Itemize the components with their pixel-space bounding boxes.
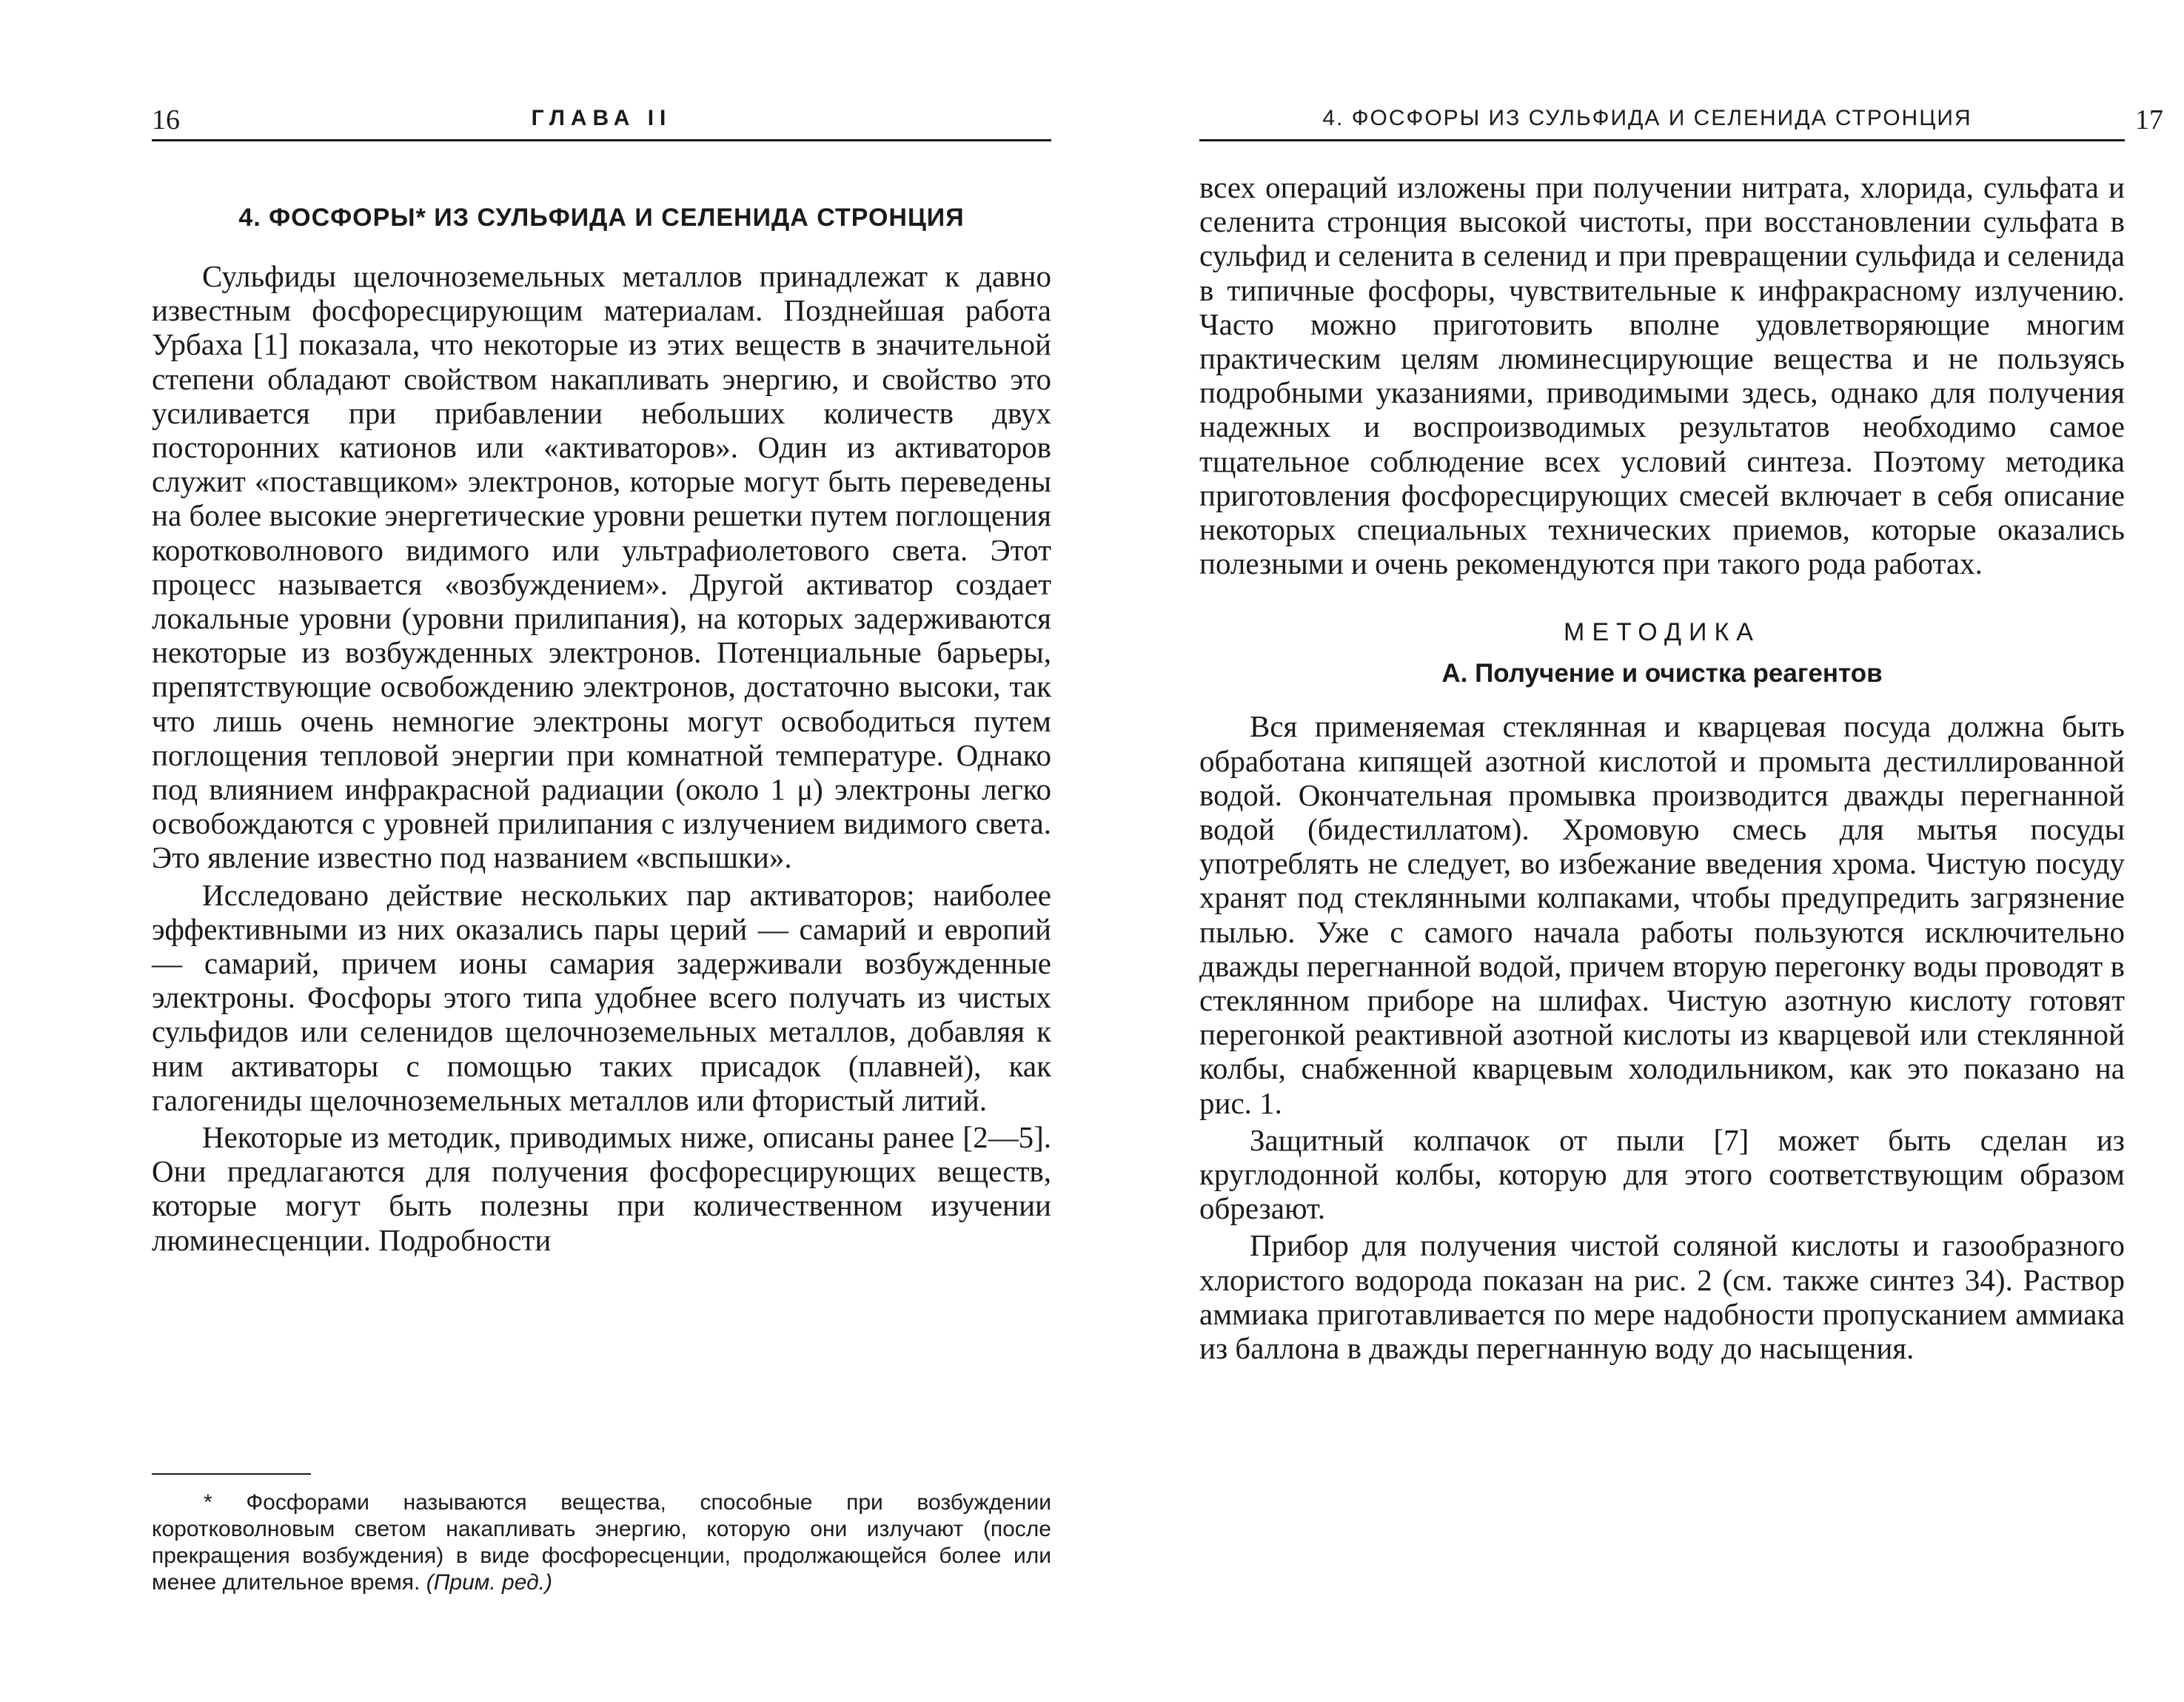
left-running-head <box>152 104 1051 141</box>
right-paragraph-3: Прибор для получения чистой соляной кислоты и газообразного хлористого водорода показан на рис. 2 (см. также синтез 34). Раствор аммиака приготавливается по мере надобности пропусканием аммиака из баллона в дважды перегнанную воду до насыщения. <box>1199 1228 2125 1366</box>
right-intro-paragraph: всех операций изложены при получении нитрата, хлорида, сульфата и селенита стронция высокой чистоты, при восстановлении сульфата в сульфид и селенита в селенид и при превращении сульфида и селенида в типичные фосфоры, чувствительные к инфракрасному излучению. Часто можно приготовить вполне удовлетворяющие многим практическим целям люминесцирующие вещества и не пользуясь подробными указаниями, приводимыми здесь, однако для получения надежных и воспроизводимых результатов необходимо самое тщательное соблюдение всех условий синтеза. Поэтому методика приготовления фосфоресцирующих смесей включает в себя описание некоторых специальных технических приемов, которые оказались полезными и очень рекомендуются при такого рода работах. <box>1199 170 2125 581</box>
section-title: 4. ФОСФОРЫ* ИЗ СУЛЬФИДА И СЕЛЕНИДА СТРОНЦИЯ <box>238 204 965 232</box>
left-page-number: 16 <box>152 104 180 135</box>
right-text-block <box>1199 170 2125 1365</box>
footnote-editor-note: (Прим. ред.) <box>426 1570 552 1595</box>
footnote <box>152 1490 1051 1596</box>
sub-heading: А. Получение и очистка реагентов <box>1441 659 1883 688</box>
right-page-number: 17 <box>2135 104 2163 135</box>
footnote-marker: * <box>204 1490 212 1515</box>
right-paragraph-1: Вся применяемая стеклянная и кварцевая посуда должна быть обработана кипящей азотной кислотой и промыта дестиллированной водой. Окончательная промывка производится дважды перегнанной водой (бидестиллатом). Хромовую смесь для мытья посуды употреблять не следует, во избежание введения хрома. Чистую посуду хранят под стеклянными колпаками, чтобы предупредить загрязнение пылью. Уже с самого начала работы пользуются исключительно дважды перегнанной водой, причем вторую перегонку воды проводят в стеклянном приборе на шлифах. Чистую азотную кислоту готовят перегонкой реактивной азотной кислоты из кварцевой или стеклянной колбы, снабженной кварцевым холодильником, как это показано на рис. 1. <box>1199 709 2125 1120</box>
left-paragraph-2: Исследовано действие нескольких пар активаторов; наиболее эффективными из них оказались пары церий — самарий и европий — самарий, причем ионы самария задерживали возбужденные электроны. Фосфоры этого типа удобнее всего получать из чистых сульфидов или селенидов щелочноземельных металлов, добавляя к ним активаторы с помощью таких присадок (плавней), как галогениды щелочноземельных металлов или фтористый литий. <box>152 877 1051 1117</box>
right-running-head <box>1199 104 2163 141</box>
right-paragraph-2: Защитный колпачок от пыли [7] может быть сделан из круглодонной колбы, которую для этого соответствующим образом обрезают. <box>1199 1122 2125 1226</box>
left-paragraph-3: Некоторые из методик, приводимых ниже, описаны ранее [2—5]. Они предлагаются для получения фосфоресцирующих веществ, которые могут быть полезны при количественном изучении люминесценции. Подробности <box>152 1120 1051 1257</box>
footnote-divider <box>152 1473 311 1475</box>
footnote-text: Фосфорами называются вещества, способные при возбуждении коротковолновым светом накапливать энергию, которую они излучают (после прекращения возбуждения) в виде фосфоресценции, продолжающейся более или менее длительное время. <box>152 1490 1051 1595</box>
method-heading: МЕТОДИКА <box>1564 618 1761 647</box>
left-chapter-title: ГЛАВА II <box>531 106 672 130</box>
right-page <box>1092 0 2184 1702</box>
right-running-title: 4. ФОСФОРЫ ИЗ СУЛЬФИДА И СЕЛЕНИДА СТРОНЦИЯ <box>1322 106 1972 130</box>
left-text-block <box>152 201 1051 1257</box>
left-paragraph-1: Сульфиды щелочноземельных металлов принадлежат к давно известным фосфоресцирующим материалам. Позднейшая работа Урбаха [1] показала, что некоторые из этих веществ в значительной степени обладают свойством накапливать энергию, и свойство это усиливается при прибавлении небольших количеств двух посторонних катионов или «активаторов». Один из активаторов служит «поставщиком» электронов, которые могут быть переведены на более высокие энергетические уровни решетки путем поглощения коротковолнового видимого или ультрафиолетового света. Этот процесс называется «возбуждением». Другой активатор создает локальные уровни (уровни прилипания), на которых задерживаются некоторые из возбужденных электронов. Потенциальные барьеры, препятствующие освобождению электронов, достаточно высоки, так что лишь очень немногие электроны могут освободиться путем поглощения тепловой энергии при комнатной температуре. Однако под влиянием инфракрасной радиации (около 1 μ) электроны легко освобождаются с уровней прилипания с излучением видимого света. Это явление известно под названием «вспышки». <box>152 259 1051 875</box>
